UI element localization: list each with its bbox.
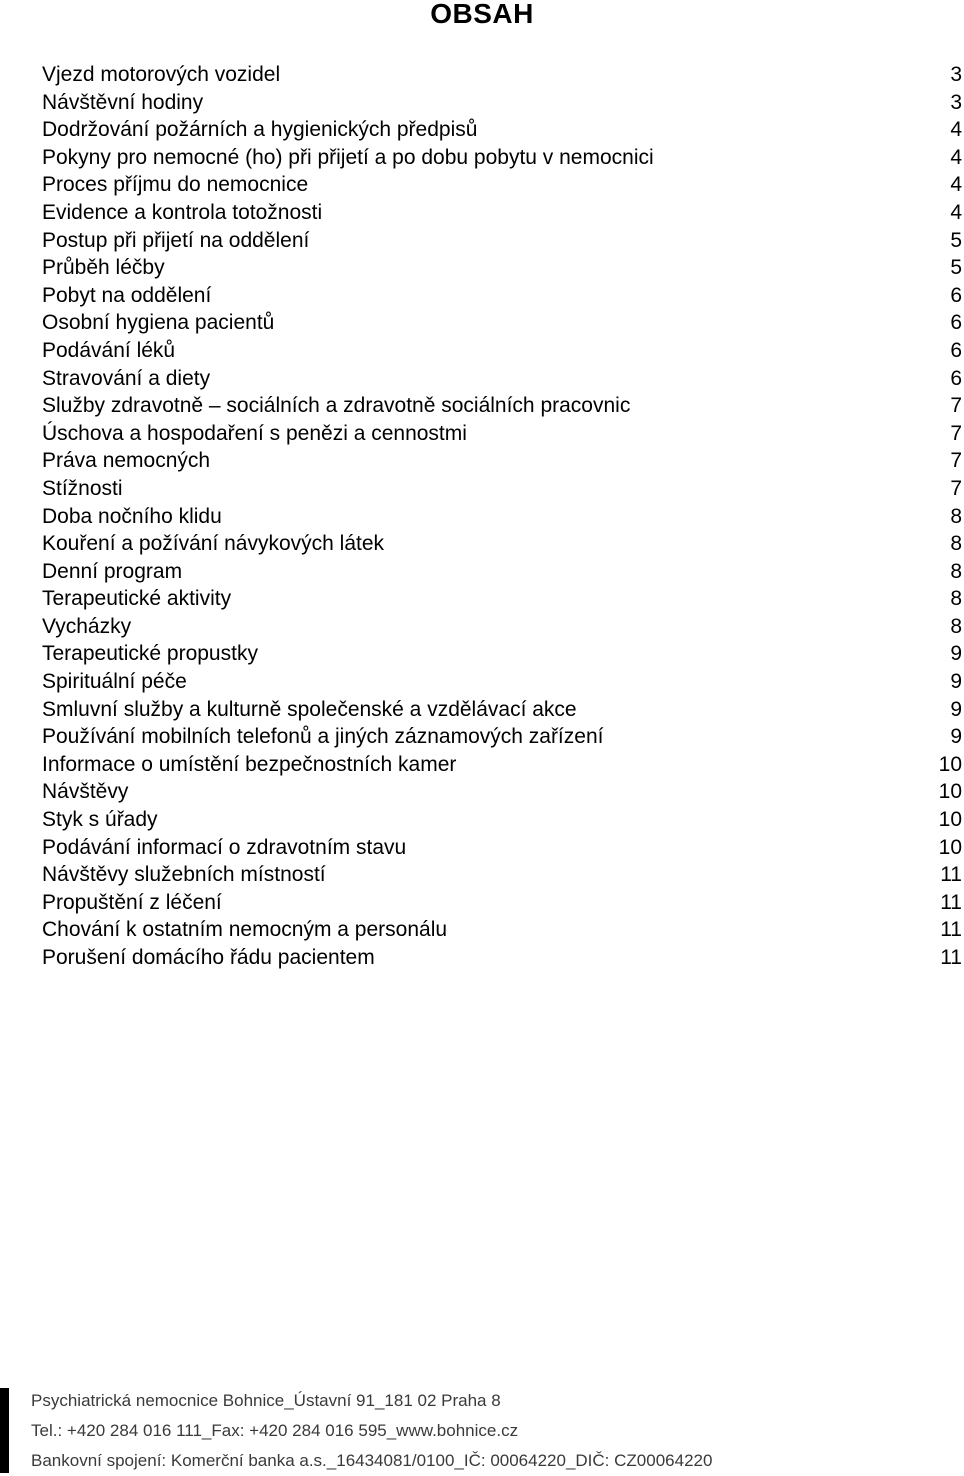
toc-entry-title: Informace o umístění bezpečnostních kamer [42, 752, 457, 776]
toc-entry[interactable] [42, 889, 962, 917]
toc-entry[interactable] [42, 61, 962, 89]
toc-entry[interactable] [42, 751, 962, 779]
toc-entry[interactable] [42, 806, 962, 834]
toc-entry-title: Podávání informací o zdravotním stavu [42, 835, 407, 859]
toc-entry[interactable] [42, 337, 962, 365]
toc-entry-title: Podávání léků [42, 338, 176, 362]
toc-entry-page: 3 [950, 90, 962, 114]
toc-entry-title: Styk s úřady [42, 808, 158, 832]
toc-entry-page: 11 [940, 946, 962, 969]
toc-entry[interactable] [42, 834, 962, 862]
toc-entry-page: 3 [950, 63, 962, 86]
toc-entry-page: 8 [950, 559, 962, 583]
toc-entry-page: 5 [950, 228, 962, 252]
toc-entry-title: Terapeutické propustky [42, 642, 258, 666]
toc-entry[interactable] [42, 89, 962, 117]
toc-entry[interactable] [42, 613, 962, 641]
toc-entry[interactable] [42, 640, 962, 668]
toc-entry-title: Chování k ostatním nemocným a personálu [42, 918, 448, 942]
toc-entry[interactable] [42, 668, 962, 696]
toc-entry-title: Denní program [42, 559, 183, 583]
toc-entry-title: Postup při přijetí na oddělení [42, 228, 310, 252]
toc-entry-page: 9 [950, 725, 962, 749]
toc-entry[interactable] [42, 916, 962, 944]
toc-entry-title: Pokyny pro nemocné (ho) při přijetí a po dobu pobytu v nemocnici [42, 145, 654, 169]
toc-entry-page: 9 [950, 642, 962, 666]
toc-entry-title: Pobyt na oddělení [42, 283, 212, 307]
toc-entry[interactable] [42, 171, 962, 199]
toc-entry-title: Návštěvní hodiny [42, 90, 204, 114]
toc-entry[interactable] [42, 282, 962, 310]
table-of-contents [42, 61, 962, 972]
toc-entry-page: 4 [950, 173, 962, 197]
toc-entry[interactable] [42, 227, 962, 255]
toc-entry-title: Služby zdravotně – sociálních a zdravotně sociálních pracovnic [42, 394, 631, 418]
toc-entry-title: Propuštění z léčení [42, 890, 222, 914]
toc-entry-page: 6 [950, 311, 962, 335]
toc-entry-page: 6 [950, 283, 962, 307]
toc-entry[interactable] [42, 861, 962, 889]
toc-entry-title: Průběh léčby [42, 256, 165, 280]
toc-entry-page: 9 [950, 670, 962, 694]
toc-entry-page: 8 [950, 614, 962, 638]
toc-entry-page: 11 [940, 863, 962, 887]
toc-entry[interactable] [42, 254, 962, 282]
footer [31, 1386, 712, 1476]
toc-entry-page: 7 [950, 394, 962, 418]
toc-entry-page: 4 [950, 145, 962, 169]
toc-entry-title: Návštěvy [42, 780, 129, 804]
toc-entry-title: Doba nočního klidu [42, 504, 222, 528]
toc-entry-title: Porušení domácího řádu pacientem [42, 946, 375, 969]
toc-entry-page: 5 [950, 256, 962, 280]
toc-entry[interactable] [42, 475, 962, 503]
toc-entry-page: 11 [940, 918, 962, 942]
toc-entry-title: Evidence a kontrola totožnosti [42, 200, 323, 224]
footer-bank: Bankovní spojení: Komerční banka a.s._16434081/0100_IČ: 00064220_DIČ: CZ00064220 [31, 1451, 713, 1470]
toc-entry[interactable] [42, 723, 962, 751]
toc-entry[interactable] [42, 696, 962, 724]
toc-entry-title: Vycházky [42, 614, 132, 638]
toc-entry-title: Proces příjmu do nemocnice [42, 173, 309, 197]
toc-entry-title: Kouření a požívání návykových látek [42, 532, 385, 556]
toc-entry[interactable] [42, 309, 962, 337]
toc-entry[interactable] [42, 365, 962, 393]
toc-entry-page: 4 [950, 200, 962, 224]
footer-bar [0, 1388, 9, 1473]
toc-entry[interactable] [42, 144, 962, 172]
toc-entry-page: 8 [950, 504, 962, 528]
toc-entry-page: 7 [950, 421, 962, 445]
toc-entry[interactable] [42, 558, 962, 586]
toc-entry-page: 7 [950, 476, 962, 500]
toc-entry-page: 6 [950, 338, 962, 362]
toc-entry[interactable] [42, 778, 962, 806]
toc-entry[interactable] [42, 585, 962, 613]
toc-entry-title: Spirituální péče [42, 670, 187, 694]
toc-entry-title: Terapeutické aktivity [42, 587, 232, 611]
toc-entry[interactable] [42, 116, 962, 144]
toc-entry[interactable] [42, 447, 962, 475]
toc-entry-page: 8 [950, 587, 962, 611]
toc-entry-page: 10 [938, 752, 962, 776]
toc-entry-title: Smluvní služby a kulturně společenské a vzdělávací akce [42, 697, 577, 721]
footer-address: Psychiatrická nemocnice Bohnice_Ústavní 91_181 02 Praha 8 [31, 1391, 501, 1410]
toc-entry[interactable] [42, 944, 962, 972]
toc-entry[interactable] [42, 420, 962, 448]
toc-entry-title: Osobní hygiena pacientů [42, 311, 275, 335]
toc-entry-page: 8 [950, 532, 962, 556]
toc-entry-page: 6 [950, 366, 962, 390]
footer-contact: Tel.: +420 284 016 111_Fax: +420 284 016 595_www.bohnice.cz [31, 1421, 519, 1440]
toc-entry-title: Návštěvy služebních místností [42, 863, 326, 887]
toc-entry-page: 4 [950, 118, 962, 142]
toc-entry-page: 10 [938, 835, 962, 859]
toc-entry-page: 11 [940, 890, 962, 914]
toc-entry[interactable] [42, 503, 962, 531]
toc-entry-title: Stravování a diety [42, 366, 211, 390]
toc-entry-page: 10 [938, 780, 962, 804]
toc-entry[interactable] [42, 392, 962, 420]
toc-entry[interactable] [42, 530, 962, 558]
toc-entry-page: 9 [950, 697, 962, 721]
toc-entry-page: 7 [950, 449, 962, 473]
toc-entry-title: Dodržování požárních a hygienických předpisů [42, 118, 478, 142]
toc-entry-title: Vjezd motorových vozidel [42, 63, 281, 86]
toc-entry-title: Stížnosti [42, 476, 123, 500]
page-title: OBSAH [430, 0, 534, 29]
toc-entry-title: Používání mobilních telefonů a jiných záznamových zařízení [42, 725, 604, 749]
toc-entry-page: 10 [938, 808, 962, 832]
toc-entry-title: Úschova a hospodaření s penězi a cennostmi [42, 421, 467, 445]
toc-entry[interactable] [42, 199, 962, 227]
toc-entry-title: Práva nemocných [42, 449, 211, 473]
